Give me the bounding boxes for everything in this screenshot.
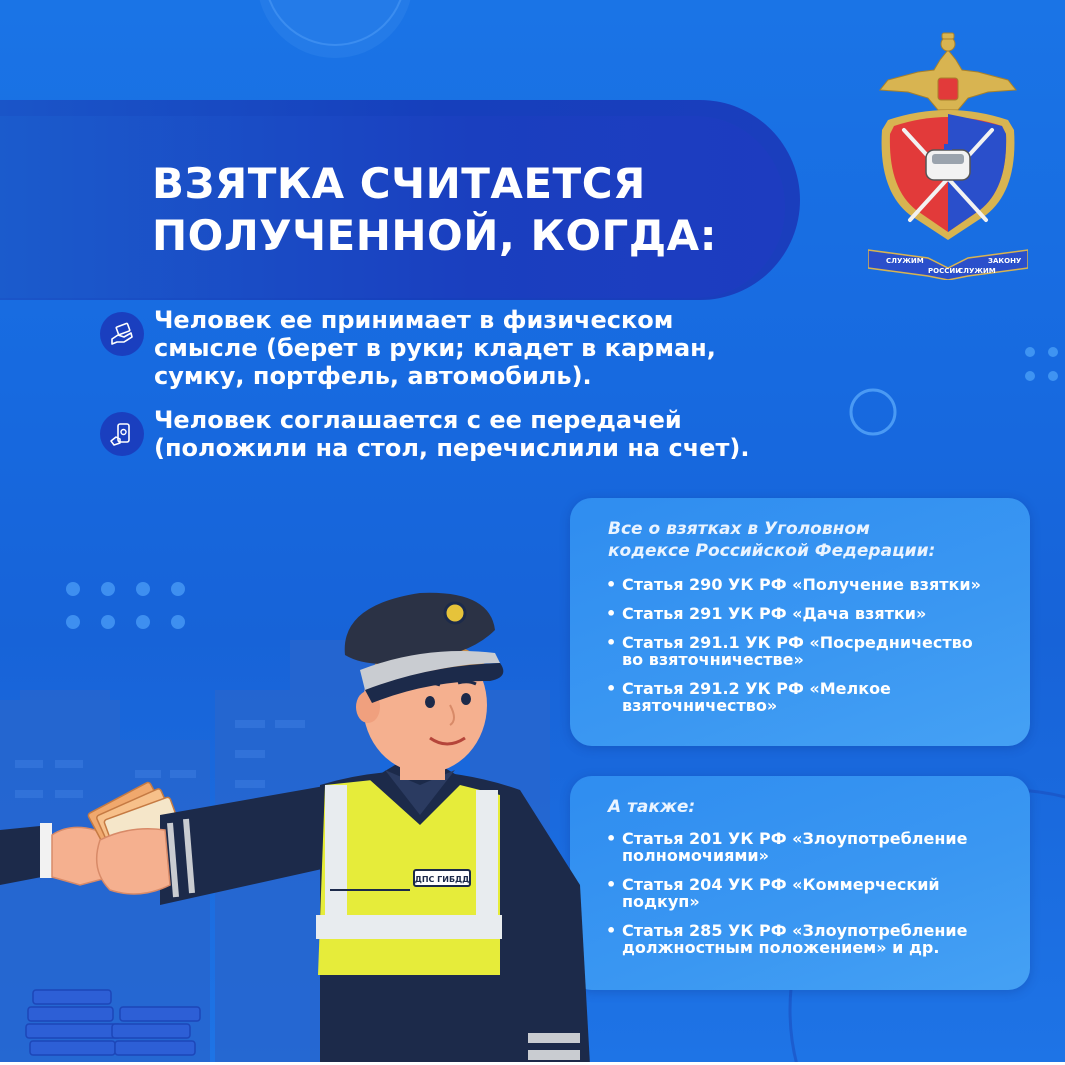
headline-line-1: ВЗЯТКА СЧИТАЕТСЯ — [152, 159, 646, 208]
list-item-text: • Статья 201 УК РФ «Злоупотребление — [622, 829, 968, 848]
list-item — [606, 605, 1016, 622]
ribbon-word-4: ЗАКОНУ — [988, 257, 1022, 265]
criminal-code-list — [606, 576, 1016, 726]
list-item-text: должностным положением» и др. — [622, 938, 940, 957]
list-item — [606, 922, 1016, 956]
list-item-text: во взяточничестве» — [622, 650, 804, 669]
dots-decor-right — [1025, 347, 1058, 381]
officer-illustration — [0, 585, 620, 1065]
police-emblem-icon — [868, 30, 1028, 280]
card-also — [570, 776, 1030, 990]
ring-decor — [851, 390, 895, 434]
condition-1-line-1: Человек ее принимает в физическом — [154, 306, 674, 334]
also-list — [606, 830, 1016, 968]
condition-2-line-1: Человек соглашается с ее передачей — [154, 406, 682, 434]
list-item — [606, 830, 1016, 864]
list-item — [606, 576, 1016, 593]
ribbon — [868, 250, 1028, 280]
list-item-text: взяточничество» — [622, 696, 778, 715]
list-item-text: Статья 290 УК РФ «Получение взятки» — [622, 575, 981, 594]
list-item — [606, 634, 1016, 668]
ribbon-word-2: РОССИИ — [928, 267, 962, 275]
phone-money-icon — [100, 412, 144, 456]
list-item-text: • Статья 291.2 УК РФ «Мелкое — [622, 679, 891, 698]
card-also-heading: А также: — [608, 797, 696, 817]
headline — [152, 158, 772, 262]
condition-text-1 — [154, 306, 794, 390]
list-item — [606, 876, 1016, 910]
headline-line-2: ПОЛУЧЕННОЙ, КОГДА: — [152, 211, 717, 260]
hands-money-icon — [100, 312, 144, 356]
list-item-text: Статья 291 УК РФ «Дача взятки» — [622, 604, 927, 623]
card-heading-line-1: Все о взятках в Уголовном — [608, 519, 870, 539]
list-item-text: • Статья 204 УК РФ «Коммерческий — [622, 875, 940, 894]
list-item-text: полномочиями» — [622, 846, 769, 865]
list-item-text: • Статья 291.1 УК РФ «Посредничество — [622, 633, 973, 652]
condition-text-2 — [154, 406, 794, 462]
list-item-text: • Статья 285 УК РФ «Злоупотребление — [622, 921, 968, 940]
card-criminal-code — [570, 498, 1030, 746]
list-item — [606, 680, 1016, 714]
card-criminal-code-heading — [608, 518, 935, 562]
list-item-text: подкуп» — [622, 892, 700, 911]
ribbon-word-1: СЛУЖИМ — [886, 257, 924, 265]
condition-2-line-2: (положили на стол, перечислили на счет). — [154, 434, 750, 462]
condition-1-line-2: смысле (берет в руки; кладет в карман, — [154, 334, 716, 362]
vest-label: ДПС ГИБДД — [414, 875, 470, 884]
top-circle-decor — [257, 0, 413, 58]
condition-1-line-3: сумку, портфель, автомобиль). — [154, 362, 592, 390]
card-heading-line-2: кодексе Российской Федерации: — [608, 541, 936, 561]
ribbon-word-3: СЛУЖИМ — [958, 267, 996, 275]
